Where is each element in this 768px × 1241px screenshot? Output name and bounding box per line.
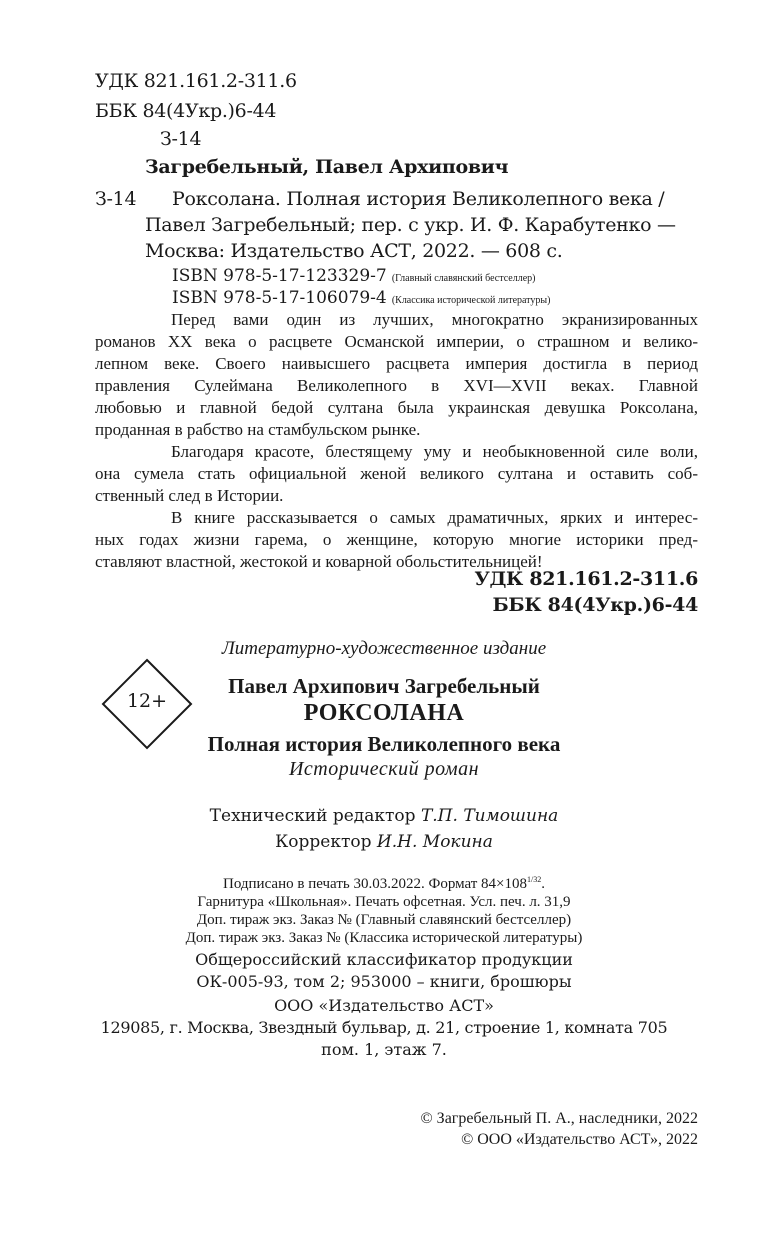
isbn-number: ISBN 978-5-17-106079-4 bbox=[172, 288, 387, 308]
corrector-name: И.Н. Мокина bbox=[376, 832, 493, 852]
age-rating-label: 12+ bbox=[126, 690, 168, 712]
annotation-line: ставляют властной, жестокой и коварной обольстительницей! bbox=[95, 552, 543, 571]
classifier-line-2: ОК-005-93, том 2; 953000 – книги, брошюры bbox=[196, 972, 572, 991]
corrector-line bbox=[0, 832, 768, 852]
annotation-paragraph-1 bbox=[95, 309, 698, 441]
annotation-paragraph-2 bbox=[95, 441, 698, 507]
copyright-line-2: © ООО «Издательство АСТ», 2022 bbox=[461, 1131, 698, 1148]
author-sign: З-14 bbox=[160, 128, 202, 150]
annotation-line: ных годах жизни гарема, о женщине, которую многие историки пред- bbox=[95, 530, 698, 549]
annotation-paragraph-3 bbox=[95, 507, 698, 573]
signed-text: Подписано в печать 30.03.2022. Формат 84×108 bbox=[223, 876, 528, 892]
isbn-line-1 bbox=[172, 266, 535, 286]
publisher-address: 129085, г. Москва, Звездный бульвар, д. 21, строение 1, комната 705 bbox=[100, 1018, 668, 1037]
signed-line: Подписано в печать 30.03.2022. Формат $84\times 108^{1/32}$. bbox=[223, 875, 545, 892]
annotation-line: В книге рассказывается о самых драматичных, ярких и интерес- bbox=[171, 508, 698, 527]
annotation-line: романов XX века о расцвете Османской империи, о страшном и велико- bbox=[95, 332, 698, 351]
publisher-name: ООО «Издательство АСТ» bbox=[274, 996, 494, 1015]
bib-line-1: Роксолана. Полная история Великолепного века / bbox=[172, 188, 665, 210]
annotation-line: ственный след в Истории. bbox=[95, 486, 284, 505]
bbk-code: ББК 84(4Укр.)6-44 bbox=[95, 100, 277, 122]
bib-line-2: Павел Загребельный; пер. с укр. И. Ф. Карабутенко — bbox=[145, 214, 676, 236]
annotation-line: она сумела стать официальной женой великого султана и оставить соб- bbox=[95, 464, 698, 483]
run-line-1: Доп. тираж экз. Заказ № (Главный славянский бестселлер) bbox=[196, 912, 572, 928]
isbn-series: (Главный славянский бестселлер) bbox=[391, 273, 536, 284]
annotation-line: любовью и главной бедой султана была украинская девушка Роксолана, bbox=[95, 398, 698, 417]
font-line: Гарнитура «Школьная». Печать офсетная. Усл. печ. л. 31,9 bbox=[197, 894, 571, 910]
annotation-line: Перед вами один из лучших, многократно экранизированных bbox=[171, 310, 698, 329]
tech-editor-label: Технический редактор bbox=[209, 806, 416, 826]
bib-author: Загребельный, Павел Архипович bbox=[145, 156, 509, 178]
tech-editor-line bbox=[0, 806, 768, 826]
run-line-2: Доп. тираж экз. Заказ № (Классика исторической литературы) bbox=[185, 930, 583, 946]
bib-sign: З-14 bbox=[95, 188, 137, 210]
footer-bbk-code: ББК 84(4Укр.)6-44 bbox=[492, 594, 698, 616]
edition-type: Литературно-художественное издание bbox=[221, 638, 547, 659]
book-genre: Исторический роман bbox=[288, 758, 480, 780]
book-title: РОКСОЛАНА bbox=[303, 700, 465, 726]
book-subtitle: Полная история Великолепного века bbox=[207, 732, 561, 756]
isbn-number: ISBN 978-5-17-123329-7 bbox=[172, 266, 387, 286]
title-author: Павел Архипович Загребельный bbox=[228, 674, 540, 698]
annotation-line: правления Сулеймана Великолепного в XVI—XVII веках. Главной bbox=[95, 376, 698, 395]
publisher-address-2: пом. 1, этаж 7. bbox=[321, 1040, 447, 1059]
tech-editor-name: Т.П. Тимошина bbox=[420, 806, 559, 826]
copyright-line-1: © Загребельный П. А., наследники, 2022 bbox=[420, 1110, 698, 1127]
udk-code: УДК 821.161.2-311.6 bbox=[95, 70, 297, 92]
isbn-line-2 bbox=[172, 288, 550, 308]
format-fraction: 1/32 bbox=[527, 875, 542, 884]
classifier-line-1: Общероссийский классификатор продукции bbox=[195, 950, 573, 969]
annotation-line: лепном веке. Своего наивысшего расцвета империя достигла в период bbox=[95, 354, 698, 373]
annotation-line: Благодаря красоте, блестящему уму и необыкновенной силе воли, bbox=[171, 442, 698, 461]
footer-udk-code: УДК 821.161.2-311.6 bbox=[474, 568, 698, 590]
annotation-line: проданная в рабство на стамбульском рынке. bbox=[95, 420, 421, 439]
bib-line-3: Москва: Издательство АСТ, 2022. — 608 с. bbox=[145, 240, 563, 262]
isbn-series: (Классика исторической литературы) bbox=[391, 295, 551, 306]
corrector-label: Корректор bbox=[275, 832, 372, 852]
